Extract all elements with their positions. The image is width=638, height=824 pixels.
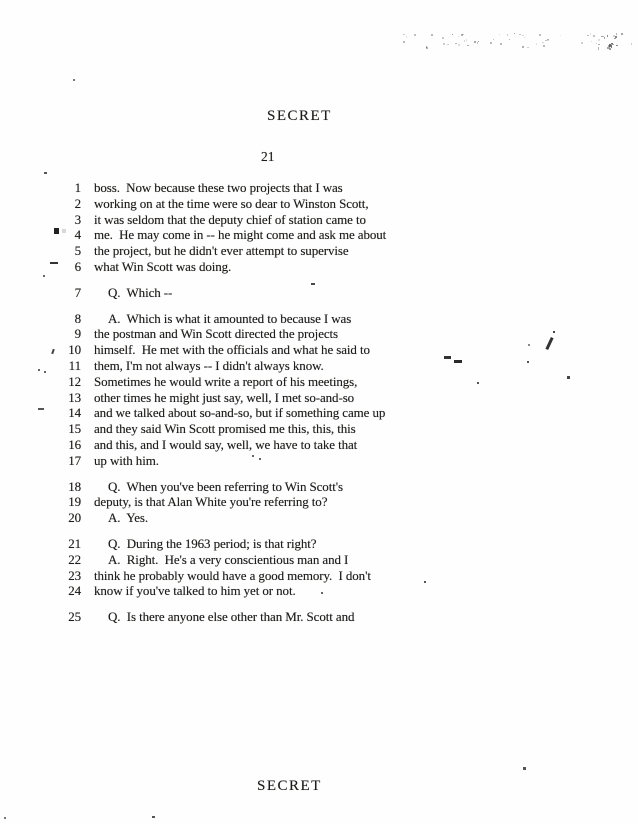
- smudge-blob-speck: [598, 47, 599, 50]
- transcript-line-text: the project, but he didn't ever attempt to supervise: [94, 243, 349, 259]
- smudge-speck: [426, 47, 428, 49]
- smudge-speck: [598, 39, 600, 41]
- smudge-speck: [608, 45, 610, 47]
- smudge-speck: [403, 41, 405, 43]
- line-number: 11: [68, 357, 81, 373]
- line-number: 6: [74, 258, 81, 274]
- transcript-line: [0, 437, 638, 453]
- transcript-line: [0, 311, 638, 327]
- line-number: 4: [74, 227, 81, 243]
- smudge-speck: [499, 34, 500, 35]
- transcript-line-text: know if you've talked to him yet or not.: [94, 583, 296, 599]
- smudge-blob-speck: [609, 44, 611, 47]
- transcript-line: [0, 568, 638, 584]
- smudge-blob-speck: [607, 35, 608, 37]
- smudge-speck: [443, 43, 445, 45]
- smudge-speck: [414, 34, 416, 36]
- transcript-line: [0, 180, 638, 196]
- line-number: 2: [74, 195, 81, 211]
- smudge-speck: [581, 42, 583, 44]
- smudge-speck: [426, 46, 427, 48]
- line-number: 15: [68, 421, 81, 437]
- transcript-line: [0, 374, 638, 390]
- transcript-line-text: and this, and I would say, well, we have to take that: [94, 436, 358, 452]
- line-number: 1: [74, 180, 81, 195]
- scan-artifact-speck: [50, 262, 58, 264]
- smudge-speck: [452, 34, 453, 35]
- scan-smudge-streak: [402, 31, 636, 53]
- smudge-speck: [500, 43, 502, 45]
- smudge-speck: [455, 43, 457, 44]
- line-number: 21: [68, 535, 81, 551]
- line-number: 10: [68, 342, 81, 358]
- line-number: 23: [68, 567, 81, 583]
- line-number: 24: [68, 583, 81, 599]
- smudge-speck: [522, 35, 524, 36]
- transcript-line-text: A. Right. He's a very conscientious man and I: [108, 551, 349, 567]
- smudge-speck: [524, 37, 525, 38]
- transcript-line: [0, 358, 638, 374]
- smudge-speck: [447, 44, 449, 45]
- smudge-speck: [560, 35, 561, 36]
- smudge-speck: [467, 45, 469, 46]
- transcript-line-text: the postman and Win Scott directed the projects: [94, 326, 339, 342]
- smudge-blob-speck: [609, 48, 611, 50]
- scan-artifact-speck: [444, 356, 451, 359]
- smudge-speck: [596, 43, 597, 44]
- smudge-speck: [587, 35, 589, 36]
- transcript-line-text: and they said Win Scott promised me this, this, this: [94, 421, 356, 437]
- smudge-speck: [462, 34, 464, 35]
- smudge-speck: [519, 34, 521, 35]
- scan-artifact-speck: [252, 455, 254, 457]
- scan-artifact-speck: [62, 229, 66, 233]
- smudge-speck: [543, 45, 545, 47]
- line-number: 25: [68, 609, 81, 625]
- page-number: 21: [261, 149, 275, 164]
- scan-artifact-speck: [528, 344, 530, 346]
- transcript-line: [0, 609, 638, 625]
- smudge-speck: [593, 35, 595, 37]
- transcript-line-text: Q. When you've been referring to Win Scott's: [108, 478, 343, 494]
- transcript-line-text: them, I'm not always -- I didn't always know.: [94, 357, 324, 373]
- smudge-speck: [406, 36, 407, 38]
- transcript-line: [0, 494, 638, 510]
- smudge-blob-speck: [614, 38, 616, 39]
- scan-artifact-speck: [259, 458, 261, 460]
- scan-artifact-speck: [527, 361, 529, 363]
- line-number: 17: [68, 452, 81, 468]
- scan-artifact-speck: [44, 371, 46, 373]
- scan-artifact-speck: [311, 283, 315, 285]
- smudge-speck: [466, 39, 467, 41]
- smudge-speck: [591, 41, 592, 42]
- scan-artifact-speck: [38, 369, 40, 371]
- line-number: 20: [68, 510, 81, 526]
- line-number: 16: [68, 436, 81, 452]
- transcript-line: [0, 227, 638, 243]
- scan-artifact-speck: [44, 172, 47, 174]
- transcript-line: [0, 342, 638, 358]
- transcript-line: [0, 583, 638, 599]
- smudge-speck: [631, 43, 632, 45]
- smudge-speck: [458, 44, 460, 46]
- smudge-speck: [621, 33, 623, 35]
- scan-artifact-speck: [4, 817, 6, 819]
- smudge-blob-speck: [611, 43, 613, 44]
- classification-footer: SECRET: [257, 778, 322, 794]
- transcript-line-text: Q. Which --: [108, 284, 173, 300]
- smudge-speck: [536, 43, 537, 45]
- transcript-line: [0, 196, 638, 212]
- transcript-line-text: himself. He met with the officials and what he said to: [94, 342, 370, 358]
- smudge-speck: [514, 33, 515, 34]
- smudge-speck: [507, 34, 508, 36]
- smudge-speck: [547, 39, 549, 40]
- smudge-speck: [613, 35, 615, 37]
- scan-artifact-speck: [477, 382, 479, 384]
- smudge-blob-speck: [616, 45, 618, 46]
- transcript-line-text: Q. Is there anyone else other than Mr. Scott and: [108, 609, 355, 625]
- transcript-line-text: think he probably would have a good memory. I don't: [94, 567, 371, 583]
- transcript-line: [0, 405, 638, 421]
- smudge-speck: [509, 39, 510, 40]
- transcript-line-text: and we talked about so-and-so, but if something came up: [94, 405, 386, 421]
- transcript-line-text: deputy, is that Alan White you're referring to?: [94, 494, 328, 510]
- transcript-line: [0, 552, 638, 568]
- line-number: 13: [68, 389, 81, 405]
- transcript-line-text: A. Which is what it amounted to because I was: [108, 310, 352, 326]
- transcript-line-text: me. He may come in -- he might come and ask me about: [94, 227, 387, 243]
- transcript-line-text: Q. During the 1963 period; is that right?: [108, 535, 317, 551]
- smudge-speck: [461, 34, 463, 36]
- smudge-speck: [547, 40, 549, 41]
- smudge-speck: [490, 42, 492, 44]
- transcript-line: [0, 536, 638, 552]
- line-number: 9: [74, 326, 81, 342]
- transcript-line-text: Sometimes he would write a report of his meetings,: [94, 373, 358, 389]
- smudge-speck: [493, 39, 494, 40]
- transcript-line: [0, 421, 638, 437]
- smudge-blob-speck: [607, 47, 609, 49]
- smudge-speck: [542, 42, 544, 43]
- smudge-speck: [403, 34, 405, 35]
- transcript-line-text: boss. Now because these two projects that I was: [94, 180, 343, 195]
- smudge-speck: [477, 42, 478, 44]
- smudge-speck: [431, 34, 433, 36]
- transcript-line: [0, 326, 638, 342]
- smudge-speck: [590, 33, 591, 35]
- scan-artifact-speck: [152, 816, 155, 818]
- smudge-speck: [545, 40, 547, 41]
- line-number: 5: [74, 243, 81, 259]
- transcript-line: [0, 453, 638, 469]
- smudge-speck: [609, 47, 610, 48]
- classification-header: SECRET: [267, 108, 332, 124]
- smudge-speck: [527, 47, 529, 48]
- line-number: 8: [74, 310, 81, 326]
- transcript-line: [0, 212, 638, 228]
- smudge-blob-speck: [615, 36, 617, 38]
- smudge-speck: [539, 34, 541, 36]
- smudge-speck: [458, 36, 459, 37]
- scan-artifact-speck: [567, 376, 570, 379]
- scan-artifact-speck: [73, 79, 75, 81]
- transcript-line: [0, 479, 638, 495]
- scan-artifact-speck: [424, 581, 426, 583]
- transcript-line-text: A. Yes.: [108, 510, 149, 526]
- transcript-line-text: up with him.: [94, 452, 159, 468]
- line-number: 7: [74, 284, 81, 300]
- scan-artifact-speck: [38, 408, 44, 410]
- smudge-blob-speck: [604, 37, 605, 39]
- scan-artifact-speck: [321, 592, 323, 594]
- smudge-speck: [478, 41, 479, 42]
- smudge-blob-speck: [611, 44, 614, 45]
- transcript-line: [0, 243, 638, 259]
- smudge-speck: [522, 46, 524, 48]
- smudge-speck: [464, 40, 465, 42]
- line-number: 14: [68, 405, 81, 421]
- transcript-line: [0, 259, 638, 275]
- line-number: 18: [68, 478, 81, 494]
- scan-artifact-speck: [523, 767, 526, 770]
- scan-artifact-speck: [43, 275, 45, 277]
- smudge-blob-speck: [616, 33, 617, 35]
- line-number: 22: [68, 551, 81, 567]
- transcript-line-text: what Win Scott was doing.: [94, 258, 232, 274]
- line-number: 3: [74, 211, 81, 227]
- transcript-line-text: other times he might just say, well, I met so-and-so: [94, 389, 355, 405]
- scan-artifact-speck: [454, 360, 462, 363]
- transcript-line-text: it was seldom that the deputy chief of station came to: [94, 211, 366, 227]
- smudge-speck: [598, 44, 600, 45]
- transcript-line: [0, 285, 638, 301]
- transcript-body: [0, 180, 638, 625]
- transcript-line: [0, 510, 638, 526]
- scan-artifact-speck: [553, 331, 555, 333]
- scan-artifact-speck: [54, 228, 59, 234]
- line-number: 12: [68, 373, 81, 389]
- smudge-blob-speck: [611, 45, 612, 48]
- smudge-blob-speck: [601, 36, 604, 37]
- transcript-line-text: working on at the time were so dear to Winston Scott,: [94, 195, 369, 211]
- line-number: 19: [68, 494, 81, 510]
- smudge-speck: [474, 41, 476, 43]
- transcript-line: [0, 390, 638, 406]
- smudge-speck: [442, 37, 444, 39]
